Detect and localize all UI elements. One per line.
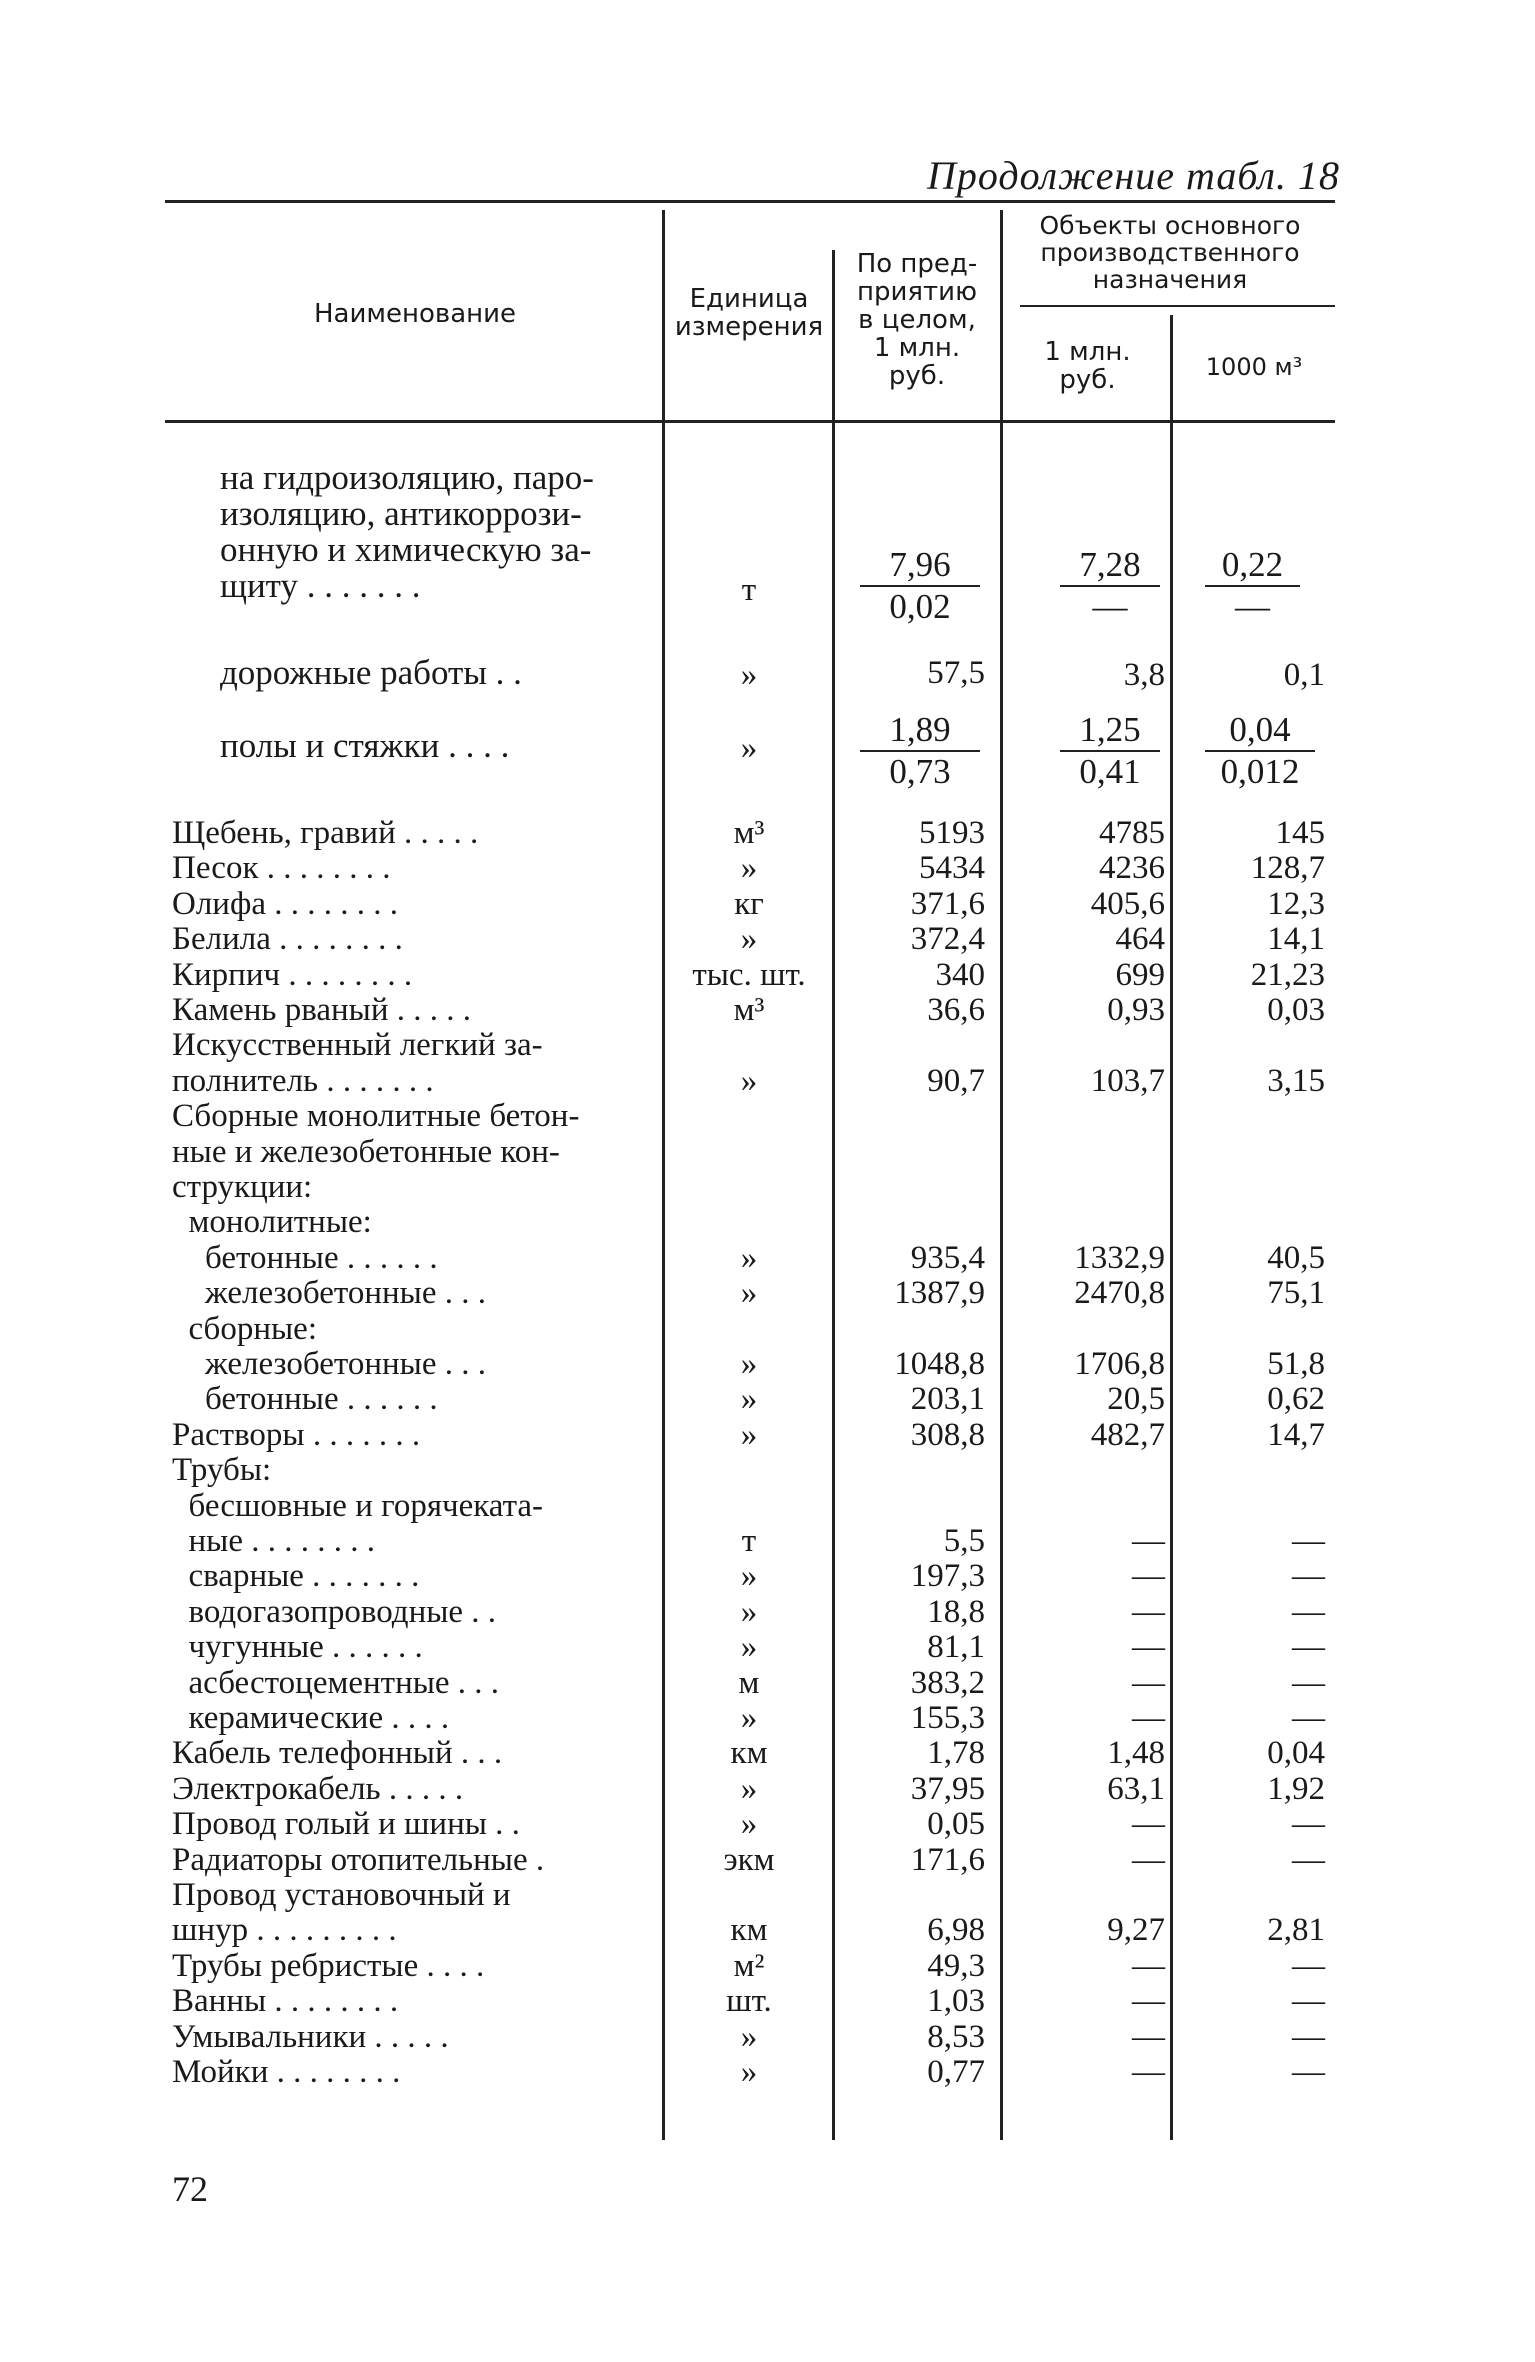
table-row bbox=[0, 1204, 1535, 1240]
row-obj2: 0,62 bbox=[1267, 1381, 1325, 1418]
row-total: 383,2 bbox=[910, 1664, 985, 1701]
row-name: Песок . . . . . . . . bbox=[172, 850, 391, 887]
row-total: 1,78 bbox=[927, 1735, 985, 1772]
table-row bbox=[0, 957, 1535, 993]
row-total: 372,4 bbox=[910, 921, 985, 958]
row-obj2: 128,7 bbox=[1250, 850, 1325, 887]
row-name: водогазопроводные . . bbox=[172, 1593, 497, 1630]
row-total: 340 bbox=[935, 956, 985, 993]
row-name: Радиаторы отопительные . bbox=[172, 1841, 545, 1878]
denominator: 0,02 bbox=[889, 587, 951, 626]
row-obj1: — bbox=[1132, 1983, 1165, 2020]
row-obj2: — bbox=[1292, 1593, 1325, 1630]
row-unit: » bbox=[740, 2018, 758, 2055]
row-name: Ванны . . . . . . . . bbox=[172, 1983, 399, 2020]
row-name: Белила . . . . . . . . bbox=[172, 921, 403, 958]
row-obj2: 21,23 bbox=[1250, 956, 1325, 993]
row-total: 8,53 bbox=[927, 2018, 985, 2055]
table-row bbox=[0, 1311, 1535, 1347]
row-obj1: 63,1 bbox=[1107, 1770, 1165, 1807]
fraction-total bbox=[860, 545, 980, 627]
table-row bbox=[0, 1842, 1535, 1878]
page-number: 72 bbox=[172, 2169, 208, 2209]
table-row bbox=[0, 1877, 1535, 1913]
row-obj1: 2470,8 bbox=[1074, 1275, 1165, 1312]
table-row bbox=[0, 2054, 1535, 2090]
row-unit: » bbox=[740, 1062, 758, 1099]
numerator: 1,89 bbox=[860, 710, 980, 752]
row-obj2: 40,5 bbox=[1267, 1239, 1325, 1276]
fraction-obj2 bbox=[1205, 545, 1300, 627]
row-name: Умывальники . . . . . bbox=[172, 2018, 449, 2055]
row-total: 90,7 bbox=[927, 1062, 985, 1099]
row-total: 37,95 bbox=[910, 1770, 985, 1807]
table-row bbox=[0, 1488, 1535, 1524]
row-obj1: — bbox=[1132, 1841, 1165, 1878]
table-row bbox=[0, 1452, 1535, 1488]
row-unit: » bbox=[740, 1700, 758, 1736]
row-obj1: — bbox=[1132, 1806, 1165, 1843]
header-objects bbox=[1005, 212, 1335, 293]
row-obj1: 1706,8 bbox=[1074, 1346, 1165, 1382]
header-top-rule bbox=[165, 200, 1335, 203]
denominator: 0,73 bbox=[889, 752, 951, 791]
row-total: 18,8 bbox=[927, 1593, 985, 1630]
row-unit: » bbox=[740, 1770, 758, 1807]
fraction-obj1 bbox=[1060, 710, 1160, 792]
header-obj2-text: 1000 м³ bbox=[1205, 353, 1303, 381]
header-obj2 bbox=[1173, 355, 1335, 381]
fraction-obj1 bbox=[1060, 545, 1160, 627]
row-obj1: 1332,9 bbox=[1074, 1239, 1165, 1276]
numerator: 7,28 bbox=[1060, 545, 1160, 587]
row-obj2: 145 bbox=[1275, 815, 1325, 851]
row-obj2: — bbox=[1292, 2054, 1325, 2090]
row-name: Искусственный легкий за- bbox=[172, 1027, 543, 1064]
header-obj1 bbox=[1005, 338, 1170, 394]
row-unit: км bbox=[730, 1912, 768, 1949]
row-name: чугунные . . . . . . bbox=[172, 1629, 423, 1666]
row-total: 36,6 bbox=[927, 992, 985, 1028]
row-obj2: 14,7 bbox=[1267, 1416, 1325, 1453]
numerator: 7,96 bbox=[860, 545, 980, 587]
table-row bbox=[0, 1806, 1535, 1842]
header-bottom-rule bbox=[165, 420, 1335, 423]
row-obj2: 0,03 bbox=[1267, 992, 1325, 1028]
header-unit-line: измерения bbox=[674, 312, 824, 343]
row-name: Трубы: bbox=[172, 1452, 272, 1489]
row-obj2: — bbox=[1292, 1700, 1325, 1736]
header-total-line: приятию bbox=[857, 277, 977, 308]
row-obj1: — bbox=[1132, 1558, 1165, 1595]
header-objects-line: назначения bbox=[1092, 265, 1248, 294]
objects-sub-rule bbox=[1020, 305, 1335, 307]
table-row bbox=[0, 1098, 1535, 1134]
row-name: монолитные: bbox=[172, 1204, 372, 1241]
row-name: Олифа . . . . . . . . bbox=[172, 885, 398, 922]
fraction-obj2 bbox=[1205, 710, 1315, 792]
row-unit: м bbox=[738, 1664, 760, 1701]
fraction-obj1-single: 3,8 bbox=[1123, 657, 1165, 693]
denominator: 0,012 bbox=[1220, 752, 1300, 791]
fraction-block bbox=[0, 460, 1535, 820]
row-name: бетонные . . . . . . bbox=[172, 1381, 438, 1418]
row-obj2: — bbox=[1292, 1558, 1325, 1595]
row-obj1: 0,93 bbox=[1107, 992, 1165, 1028]
row-total: 49,3 bbox=[927, 1947, 985, 1984]
row-name: сборные: bbox=[172, 1310, 317, 1347]
row-total: 308,8 bbox=[910, 1416, 985, 1453]
fraction-row-name: дорожные работы . . bbox=[220, 653, 522, 692]
row-name: Трубы ребристые . . . . bbox=[172, 1947, 485, 1984]
row-unit: » bbox=[740, 1806, 758, 1843]
table-row bbox=[0, 2019, 1535, 2055]
row-obj2: — bbox=[1292, 1947, 1325, 1984]
table-row bbox=[0, 815, 1535, 851]
row-name: железобетонные . . . bbox=[172, 1275, 486, 1312]
header-obj1-line: 1 млн. bbox=[1044, 337, 1131, 367]
row-total: 5193 bbox=[919, 815, 985, 851]
row-name: Мойки . . . . . . . . bbox=[172, 2054, 401, 2090]
row-unit: т bbox=[741, 1523, 757, 1559]
row-name: ные и железобетонные кон- bbox=[172, 1133, 560, 1170]
row-name: бесшовные и горячеката- bbox=[172, 1487, 544, 1524]
header-total-line: 1 млн. bbox=[873, 333, 961, 364]
row-obj1: 4236 bbox=[1099, 850, 1165, 887]
denominator: — bbox=[1235, 587, 1270, 626]
row-unit: » bbox=[740, 1416, 758, 1453]
table-row bbox=[0, 1240, 1535, 1276]
table-row bbox=[0, 1275, 1535, 1311]
row-total: 1387,9 bbox=[894, 1275, 985, 1312]
row-obj2: 51,8 bbox=[1267, 1346, 1325, 1382]
row-obj2: — bbox=[1292, 1806, 1325, 1843]
row-name: шнур . . . . . . . . . bbox=[172, 1912, 397, 1949]
row-name: Кабель телефонный . . . bbox=[172, 1735, 503, 1772]
row-obj1: 699 bbox=[1115, 956, 1165, 993]
row-obj2: 1,92 bbox=[1267, 1770, 1325, 1807]
table-row bbox=[0, 992, 1535, 1028]
table-row bbox=[0, 1558, 1535, 1594]
row-unit: » bbox=[740, 921, 758, 958]
row-obj1: — bbox=[1132, 1629, 1165, 1666]
row-name: бетонные . . . . . . bbox=[172, 1239, 438, 1276]
row-obj1: 20,5 bbox=[1107, 1381, 1165, 1418]
table-row bbox=[0, 921, 1535, 957]
row-name: ные . . . . . . . . bbox=[172, 1523, 375, 1559]
denominator: 0,41 bbox=[1079, 752, 1141, 791]
table-row bbox=[0, 1346, 1535, 1382]
fraction-obj2-single: 0,1 bbox=[1283, 657, 1325, 693]
table-row bbox=[0, 850, 1535, 886]
row-unit: » bbox=[740, 1239, 758, 1276]
table-row bbox=[0, 1912, 1535, 1948]
name-line: щиту . . . . . . . bbox=[220, 566, 421, 605]
table-row bbox=[0, 1665, 1535, 1701]
header-objects-line: производственного bbox=[1040, 238, 1300, 267]
row-total: 0,77 bbox=[927, 2054, 985, 2090]
row-obj2: 14,1 bbox=[1267, 921, 1325, 958]
row-total: 0,05 bbox=[927, 1806, 985, 1843]
denominator: — bbox=[1092, 587, 1128, 626]
row-unit: » bbox=[740, 1346, 758, 1382]
table-row bbox=[0, 1134, 1535, 1170]
fraction-total-single: 57,5 bbox=[927, 655, 985, 691]
row-obj2: 3,15 bbox=[1267, 1062, 1325, 1099]
header-objects-line: Объекты основного bbox=[1039, 211, 1301, 240]
row-name: Провод установочный и bbox=[172, 1877, 511, 1913]
header-name bbox=[175, 300, 655, 328]
row-obj1: 4785 bbox=[1099, 815, 1165, 851]
row-unit: км bbox=[730, 1735, 768, 1772]
row-name: Растворы . . . . . . . bbox=[172, 1416, 421, 1453]
table-row bbox=[0, 1417, 1535, 1453]
fraction-unit: » bbox=[740, 657, 758, 693]
row-name: Кирпич . . . . . . . . bbox=[172, 956, 413, 993]
table-row bbox=[0, 1063, 1535, 1099]
row-total: 5,5 bbox=[943, 1523, 985, 1559]
table-row bbox=[0, 1594, 1535, 1630]
row-obj1: — bbox=[1132, 2018, 1165, 2055]
row-obj1: 464 bbox=[1115, 921, 1165, 958]
row-unit: экм bbox=[723, 1841, 775, 1878]
row-unit: » bbox=[740, 1593, 758, 1630]
row-unit: шт. bbox=[726, 1983, 772, 2020]
row-obj2: 0,04 bbox=[1267, 1735, 1325, 1772]
row-obj1: — bbox=[1132, 1523, 1165, 1559]
row-name: струкции: bbox=[172, 1169, 313, 1205]
row-unit: м³ bbox=[733, 992, 765, 1028]
table-row bbox=[0, 886, 1535, 922]
table-caption: Продолжение табл. 18 bbox=[926, 153, 1340, 198]
header-total-line: По пред- bbox=[856, 249, 978, 279]
row-unit: » bbox=[740, 850, 758, 887]
row-obj1: 482,7 bbox=[1090, 1416, 1165, 1453]
table-row bbox=[0, 1983, 1535, 2019]
name-line: изоляцию, антикоррози- bbox=[220, 494, 582, 533]
numerator: 0,04 bbox=[1205, 710, 1315, 752]
header-obj1-line: руб. bbox=[1059, 365, 1116, 396]
table-row bbox=[0, 1735, 1535, 1771]
table-row bbox=[0, 1629, 1535, 1665]
row-obj1: — bbox=[1132, 2054, 1165, 2090]
header-total-line: в целом, bbox=[858, 305, 976, 336]
row-name: полнитель . . . . . . . bbox=[172, 1062, 434, 1099]
row-total: 6,98 bbox=[927, 1912, 985, 1949]
header-total-line: руб. bbox=[888, 361, 946, 392]
row-name: Сборные монолитные бетон- bbox=[172, 1098, 580, 1135]
row-obj2: 12,3 bbox=[1267, 885, 1325, 922]
row-unit: » bbox=[740, 1558, 758, 1595]
row-name: Щебень, гравий . . . . . bbox=[172, 815, 479, 851]
row-total: 197,3 bbox=[910, 1558, 985, 1595]
header-unit bbox=[664, 285, 834, 341]
row-obj2: — bbox=[1292, 1841, 1325, 1878]
row-unit: » bbox=[740, 1629, 758, 1666]
row-obj2: — bbox=[1292, 1523, 1325, 1559]
name-line: на гидроизоляцию, паро- bbox=[220, 458, 594, 497]
row-unit: » bbox=[740, 1275, 758, 1312]
row-obj1: 1,48 bbox=[1107, 1735, 1165, 1772]
header-unit-line: Единица bbox=[689, 284, 809, 314]
row-obj2: 2,81 bbox=[1267, 1912, 1325, 1949]
table-row bbox=[0, 1169, 1535, 1205]
row-obj1: 9,27 bbox=[1107, 1912, 1165, 1949]
row-total: 371,6 bbox=[910, 885, 985, 922]
fraction-total bbox=[860, 710, 980, 792]
row-name: Провод голый и шины . . bbox=[172, 1806, 520, 1843]
row-name: Камень рваный . . . . . bbox=[172, 992, 471, 1028]
fraction-row-name bbox=[220, 460, 650, 604]
row-name: керамические . . . . bbox=[172, 1700, 450, 1736]
row-obj2: 75,1 bbox=[1267, 1275, 1325, 1312]
row-total: 171,6 bbox=[910, 1841, 985, 1878]
row-obj1: — bbox=[1132, 1947, 1165, 1984]
fraction-unit: » bbox=[740, 730, 758, 766]
row-name: асбестоцементные . . . bbox=[172, 1664, 500, 1701]
table-row bbox=[0, 1523, 1535, 1559]
row-name: сварные . . . . . . . bbox=[172, 1558, 420, 1595]
table-row bbox=[0, 1381, 1535, 1417]
row-unit: тыс. шт. bbox=[692, 956, 806, 993]
row-unit: кг bbox=[734, 885, 764, 922]
row-obj1: — bbox=[1132, 1700, 1165, 1736]
row-obj2: — bbox=[1292, 1664, 1325, 1701]
row-total: 1048,8 bbox=[894, 1346, 985, 1382]
row-obj2: — bbox=[1292, 2018, 1325, 2055]
row-total: 935,4 bbox=[910, 1239, 985, 1276]
row-unit: » bbox=[740, 2054, 758, 2090]
header-total bbox=[834, 250, 1000, 390]
numerator: 1,25 bbox=[1060, 710, 1160, 752]
row-total: 5434 bbox=[919, 850, 985, 887]
name-line: онную и химическую за- bbox=[220, 530, 592, 569]
table-row bbox=[0, 1948, 1535, 1984]
row-obj1: 103,7 bbox=[1090, 1062, 1165, 1099]
row-total: 1,03 bbox=[927, 1983, 985, 2020]
row-total: 81,1 bbox=[927, 1629, 985, 1666]
numerator: 0,22 bbox=[1205, 545, 1300, 587]
row-obj2: — bbox=[1292, 1629, 1325, 1666]
table-row bbox=[0, 1700, 1535, 1736]
fraction-unit: т bbox=[741, 572, 757, 608]
row-unit: м³ bbox=[733, 815, 765, 851]
row-total: 155,3 bbox=[910, 1700, 985, 1736]
row-obj1: 405,6 bbox=[1090, 885, 1165, 922]
row-obj2: — bbox=[1292, 1983, 1325, 2020]
row-total: 203,1 bbox=[910, 1381, 985, 1418]
table-row bbox=[0, 1771, 1535, 1807]
row-obj1: — bbox=[1132, 1664, 1165, 1701]
row-unit: » bbox=[740, 1381, 758, 1418]
table-row bbox=[0, 1027, 1535, 1063]
row-name: Электрокабель . . . . . bbox=[172, 1770, 464, 1807]
header-name-text: Наименование bbox=[313, 299, 517, 329]
row-obj1: — bbox=[1132, 1593, 1165, 1630]
row-name: железобетонные . . . bbox=[172, 1346, 486, 1382]
fraction-row-name: полы и стяжки . . . . bbox=[220, 726, 510, 765]
row-unit: м² bbox=[733, 1947, 765, 1984]
